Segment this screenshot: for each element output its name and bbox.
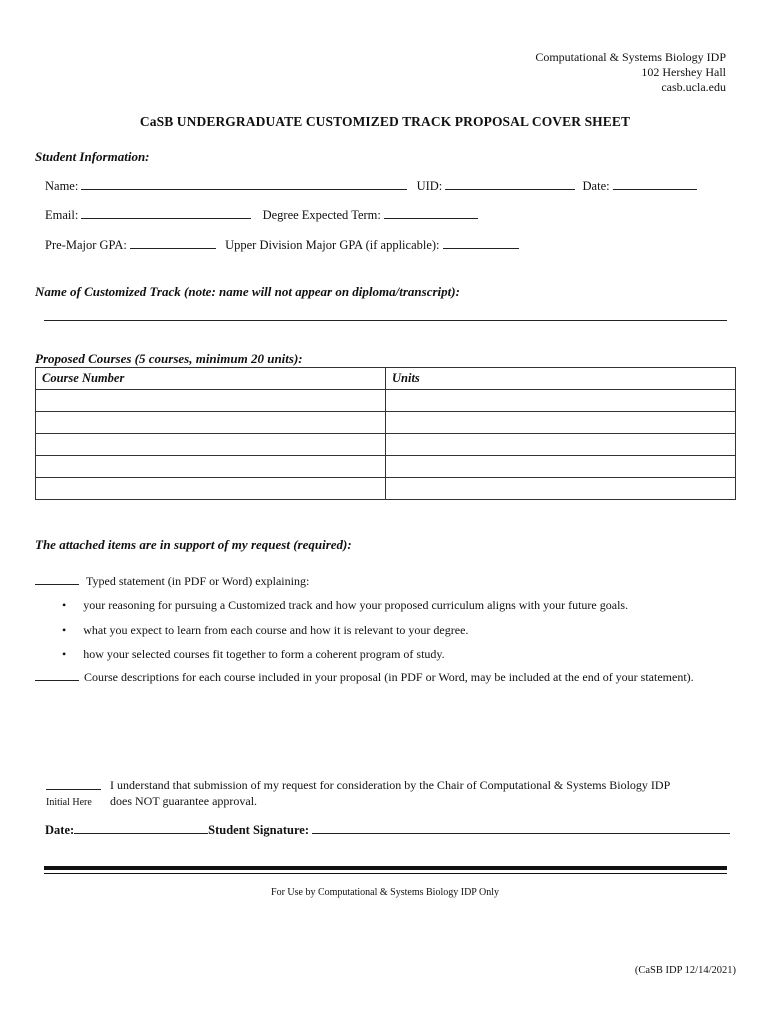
units-cell[interactable] bbox=[386, 478, 736, 500]
name-field[interactable] bbox=[81, 179, 407, 190]
upper-division-gpa-label: Upper Division Major GPA (if applicable): bbox=[225, 238, 440, 252]
table-row bbox=[36, 412, 736, 434]
units-cell[interactable] bbox=[386, 434, 736, 456]
gpa-row bbox=[45, 238, 519, 253]
bullet-text: how your selected courses fit together to form a coherent program of study. bbox=[83, 647, 445, 661]
name-row bbox=[45, 179, 697, 194]
uid-label: UID: bbox=[416, 179, 443, 193]
attachment-item-statement bbox=[35, 574, 309, 589]
degree-term-field[interactable] bbox=[384, 208, 478, 219]
track-name-heading: Name of Customized Track (note: name will not appear on diploma/transcript): bbox=[35, 284, 460, 299]
attachments-heading: The attached items are in support of my request (required): bbox=[35, 537, 352, 552]
attachment-item-descriptions bbox=[35, 670, 694, 685]
email-row bbox=[45, 208, 478, 223]
name-label: Name: bbox=[45, 179, 79, 193]
department-name: Computational & Systems Biology IDP bbox=[535, 50, 726, 64]
course-number-cell[interactable] bbox=[36, 434, 386, 456]
premajor-gpa-label: Pre-Major GPA: bbox=[45, 238, 127, 252]
acknowledgement-line-2: does NOT guarantee approval. bbox=[110, 794, 258, 808]
table-row bbox=[36, 478, 736, 500]
bullet-icon: • bbox=[62, 598, 67, 612]
course-number-cell[interactable] bbox=[36, 412, 386, 434]
signature-row bbox=[45, 823, 730, 838]
course-number-cell[interactable] bbox=[36, 390, 386, 412]
bullet-list-item bbox=[62, 598, 628, 613]
statement-check-line[interactable] bbox=[35, 584, 79, 585]
office-use-label: For Use by Computational & Systems Biology IDP Only bbox=[271, 887, 499, 898]
proposed-courses-heading: Proposed Courses (5 courses, minimum 20 units): bbox=[35, 351, 303, 366]
upper-division-gpa-field[interactable] bbox=[443, 238, 519, 249]
units-cell[interactable] bbox=[386, 456, 736, 478]
thin-divider bbox=[44, 873, 727, 874]
bullet-text: what you expect to learn from each course and how it is relevant to your degree. bbox=[83, 623, 469, 637]
course-number-cell[interactable] bbox=[36, 478, 386, 500]
thick-divider bbox=[44, 866, 727, 870]
table-row bbox=[36, 390, 736, 412]
bullet-list-item bbox=[62, 647, 445, 662]
bullet-icon: • bbox=[62, 647, 67, 661]
student-signature-field[interactable] bbox=[312, 823, 730, 834]
date-field[interactable] bbox=[613, 179, 697, 190]
table-header-row bbox=[36, 368, 736, 390]
student-info-heading: Student Information: bbox=[35, 149, 150, 164]
units-cell[interactable] bbox=[386, 412, 736, 434]
descriptions-check-line[interactable] bbox=[35, 680, 79, 681]
units-cell[interactable] bbox=[386, 390, 736, 412]
bullet-text: your reasoning for pursuing a Customized track and how your proposed curriculum aligns with your future goals. bbox=[83, 598, 629, 612]
date-label: Date: bbox=[582, 179, 610, 193]
bullet-list-item bbox=[62, 623, 468, 638]
website: casb.ucla.edu bbox=[661, 80, 726, 94]
acknowledgement-line-1: I understand that submission of my request for consideration by the Chair of Computational & Systems Biology IDP bbox=[110, 778, 671, 792]
course-number-header: Course Number bbox=[36, 368, 386, 390]
form-version: (CaSB IDP 12/14/2021) bbox=[634, 965, 736, 976]
track-name-field[interactable] bbox=[44, 320, 727, 321]
email-label: Email: bbox=[45, 208, 79, 222]
email-field[interactable] bbox=[81, 208, 251, 219]
units-header: Units bbox=[386, 368, 736, 390]
table-row bbox=[36, 456, 736, 478]
course-number-cell[interactable] bbox=[36, 456, 386, 478]
signature-date-label: Date: bbox=[45, 823, 75, 837]
courses-table bbox=[35, 367, 736, 500]
student-signature-label: Student Signature: bbox=[208, 823, 309, 837]
signature-date-field[interactable] bbox=[74, 823, 208, 834]
initial-here-label: Initial Here bbox=[46, 797, 92, 808]
building-address: 102 Hershey Hall bbox=[641, 65, 726, 79]
page-title: CaSB UNDERGRADUATE CUSTOMIZED TRACK PROPOSAL COVER SHEET bbox=[139, 114, 631, 129]
statement-label: Typed statement (in PDF or Word) explaining: bbox=[86, 574, 310, 588]
degree-term-label: Degree Expected Term: bbox=[262, 208, 381, 222]
table-row bbox=[36, 434, 736, 456]
department-address bbox=[535, 50, 726, 95]
initial-field[interactable] bbox=[46, 789, 101, 790]
bullet-icon: • bbox=[62, 623, 67, 637]
descriptions-label: Course descriptions for each course included in your proposal (in PDF or Word, may be included at the end of your statement). bbox=[84, 670, 694, 684]
premajor-gpa-field[interactable] bbox=[130, 238, 216, 249]
uid-field[interactable] bbox=[445, 179, 575, 190]
